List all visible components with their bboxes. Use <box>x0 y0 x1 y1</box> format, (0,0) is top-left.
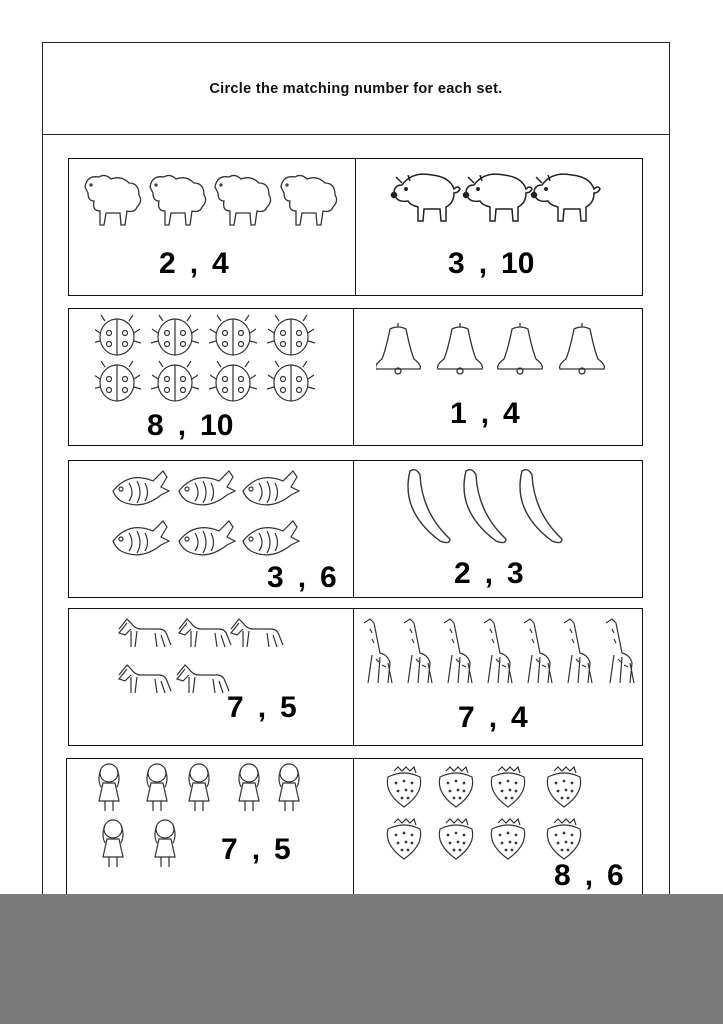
number-option[interactable]: 7 <box>227 691 244 724</box>
set-sheep <box>69 159 355 295</box>
banana-icons <box>404 467 574 549</box>
number-option[interactable]: 3 <box>267 561 284 594</box>
number-pair <box>448 249 534 279</box>
number-option[interactable]: 10 <box>501 247 535 280</box>
comma-separator: , <box>257 691 267 724</box>
row-4 <box>68 608 643 746</box>
number-option[interactable]: 7 <box>458 701 475 734</box>
number-pair <box>227 693 297 723</box>
comma-separator: , <box>480 397 490 430</box>
fish-icons <box>109 465 309 565</box>
row-1 <box>68 158 643 296</box>
set-banana <box>353 461 645 597</box>
set-bell <box>353 309 645 445</box>
number-option[interactable]: 4 <box>212 247 229 280</box>
number-pair <box>454 559 524 589</box>
set-horse <box>69 609 353 745</box>
number-option[interactable]: 6 <box>320 561 337 594</box>
giraffe-icons <box>358 615 642 687</box>
number-option[interactable]: 1 <box>450 397 467 430</box>
set-ladybug <box>69 309 353 445</box>
worksheet-header <box>43 43 669 135</box>
number-pair <box>554 861 624 891</box>
number-option[interactable]: 3 <box>507 557 524 590</box>
number-option[interactable]: 8 <box>147 409 164 442</box>
comma-separator: , <box>177 409 187 442</box>
number-pair <box>147 411 233 441</box>
number-option[interactable]: 5 <box>280 691 297 724</box>
pig-icons <box>388 167 603 227</box>
number-option[interactable]: 7 <box>221 833 238 866</box>
number-option[interactable]: 2 <box>454 557 471 590</box>
row-3 <box>68 460 643 598</box>
number-pair <box>450 399 520 429</box>
comma-separator: , <box>584 859 594 892</box>
horse-icons <box>115 613 295 703</box>
number-option[interactable]: 4 <box>511 701 528 734</box>
worksheet-title: Circle the matching number for each set. <box>209 81 503 97</box>
number-option[interactable]: 4 <box>503 397 520 430</box>
sheep-icons <box>77 165 349 229</box>
number-pair <box>458 703 528 733</box>
ladybug-icons <box>95 313 325 409</box>
number-option[interactable]: 10 <box>200 409 234 442</box>
number-pair <box>159 249 229 279</box>
comma-separator: , <box>478 247 488 280</box>
number-pair <box>221 835 291 865</box>
set-fish <box>69 461 353 597</box>
number-option[interactable]: 3 <box>448 247 465 280</box>
set-strawberry <box>353 759 645 897</box>
comma-separator: , <box>251 833 261 866</box>
set-giraffe <box>353 609 645 745</box>
set-girl <box>67 759 353 897</box>
comma-separator: , <box>189 247 199 280</box>
number-option[interactable]: 8 <box>554 859 571 892</box>
bell-icons <box>376 319 616 377</box>
strawberry-icons <box>384 763 620 867</box>
comma-separator: , <box>488 701 498 734</box>
number-pair <box>267 563 337 593</box>
number-option[interactable]: 5 <box>274 833 291 866</box>
number-option[interactable]: 2 <box>159 247 176 280</box>
number-option[interactable]: 6 <box>607 859 624 892</box>
set-pig <box>355 159 645 295</box>
row-2 <box>68 308 643 446</box>
bottom-gray-bar <box>0 894 723 1024</box>
row-5 <box>66 758 643 898</box>
comma-separator: , <box>484 557 494 590</box>
comma-separator: , <box>297 561 307 594</box>
